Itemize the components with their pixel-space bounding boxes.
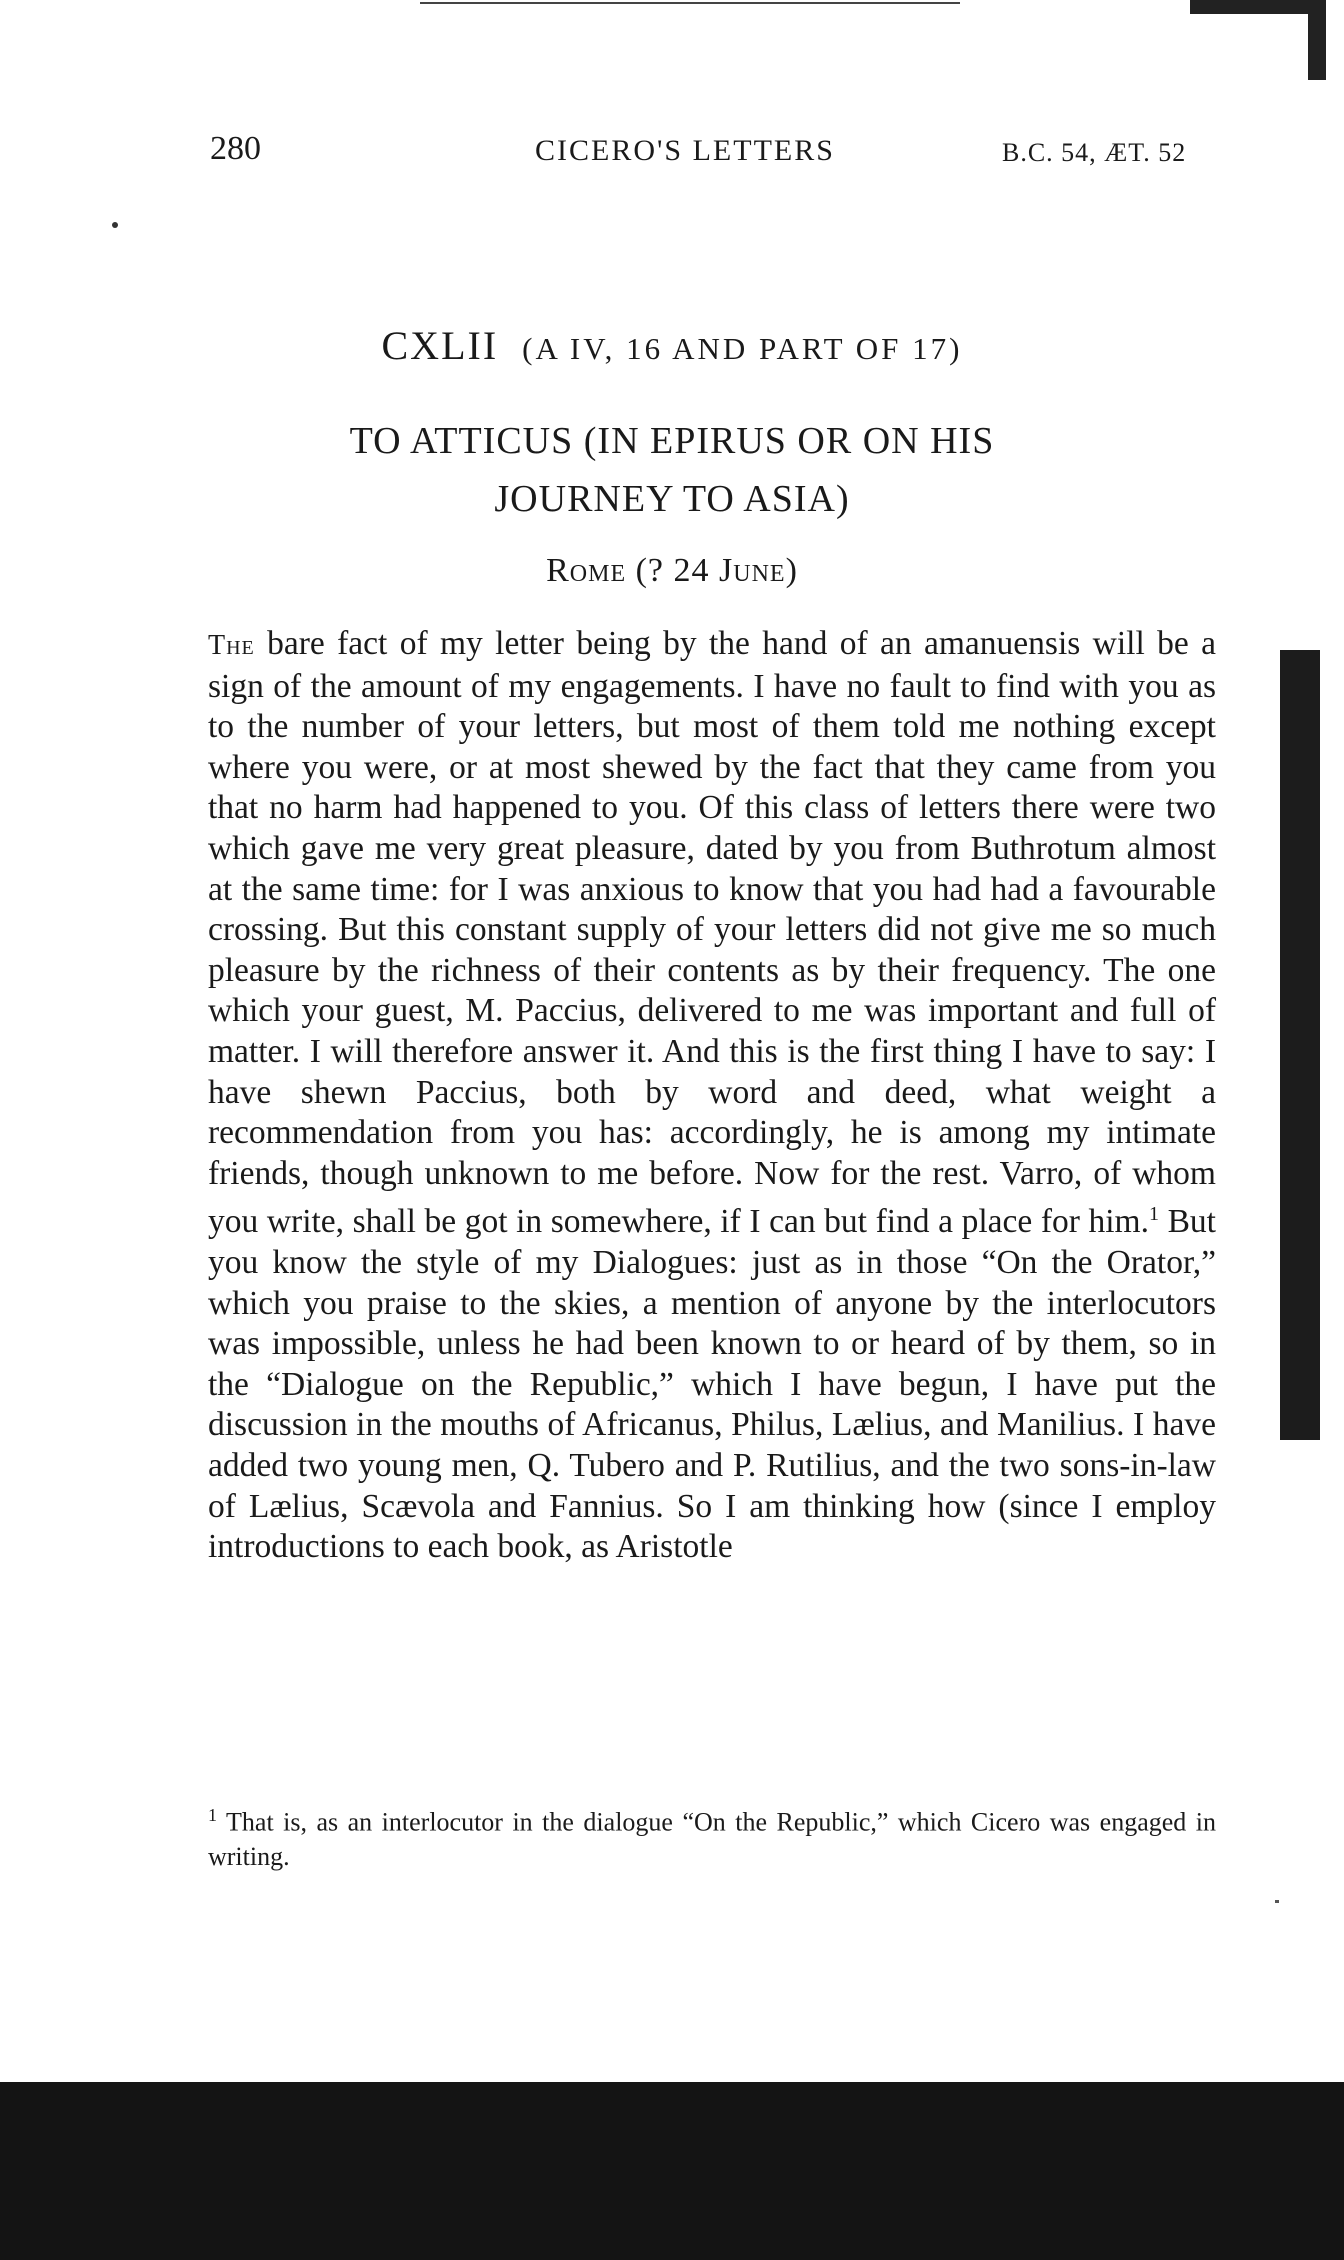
- body-text-part-1: bare fact of my letter being by the hand of an amanuensis will be a sign of the amount of my engagements. I have no fault to find with you as to the number of your letters, but most of them told me nothing except where you were, or at most shewed by the fact that they came from you that no harm had happened to you. Of this class of letters there were two which gave me very great pleasure, dated by you from Buthrotum almost at the same time: for I was anxious to know that you had had a favourable crossing. But this constant supply of your letters did not give me so much pleasure by the richness of their contents as by their frequency. The one which your guest, M. Paccius, delivered to me was important and full of matter. I will therefore answer it. And this is the first thing I have to say: I have shewn Paccius, both by word and deed, what weight a recommendation from you has: accordingly, he is among my intimate friends, though unknown to me before. Now for the rest. Varro, of whom you write, shall be got in somewhere, if I can but find a place for him.: [208, 625, 1216, 1241]
- scan-edge-corner: [1190, 0, 1325, 14]
- running-date: B.C. 54, ÆT. 52: [1002, 138, 1187, 167]
- page-number: 280: [210, 130, 261, 167]
- ink-speck: [112, 222, 118, 228]
- body-lead-word: The: [208, 630, 255, 661]
- footnote: [208, 1798, 1216, 1874]
- footnote-marker: 1: [208, 1805, 217, 1825]
- scan-shadow-bottom: [0, 2082, 1344, 2260]
- letter-body: [208, 624, 1216, 1568]
- running-title: CICERO'S LETTERS: [535, 134, 835, 167]
- letter-number-heading: [0, 322, 1344, 369]
- letter-reference: (A IV, 16 AND PART OF 17): [522, 331, 963, 366]
- body-text-part-2: But you know the style of my Dialogues: just as in those “On the Orator,” which you praise to the skies, a mention of anyone by the interlocutors was impossible, unless he had been known to or heard of by them, so in the “Dialogue on the Republic,” which I have begun, I have put the discussion in the mouths of Africanus, Philus, Lælius, and Manilius. I have added two young men, Q. Tubero and P. Rutilius, and the two sons-in-law of Lælius, Scævola and Fannius. So I am thinking how (since I employ introductions to each book, as Aristotle: [208, 1203, 1216, 1566]
- letter-place-date: [0, 552, 1344, 590]
- letter-number: CXLII: [381, 323, 499, 368]
- recipient-line-1: TO ATTICUS (IN EPIRUS OR ON HIS: [349, 420, 995, 462]
- scan-edge-corner-vertical: [1308, 0, 1326, 80]
- recipient-line-2: JOURNEY TO ASIA): [494, 478, 850, 520]
- letter-recipient: [0, 412, 1344, 528]
- place-word: Rome: [546, 552, 627, 589]
- ink-speck-lower: [1275, 1900, 1279, 1903]
- top-rule: [420, 2, 960, 4]
- place-date: (? 24 June): [635, 552, 798, 589]
- running-head: [0, 130, 1344, 180]
- footnote-text: That is, as an interlocutor in the dialogue “On the Republic,” which Cicero was engaged in writing.: [208, 1807, 1216, 1871]
- footnote-reference: 1: [1149, 1203, 1159, 1226]
- scan-shadow-right: [1280, 650, 1320, 1440]
